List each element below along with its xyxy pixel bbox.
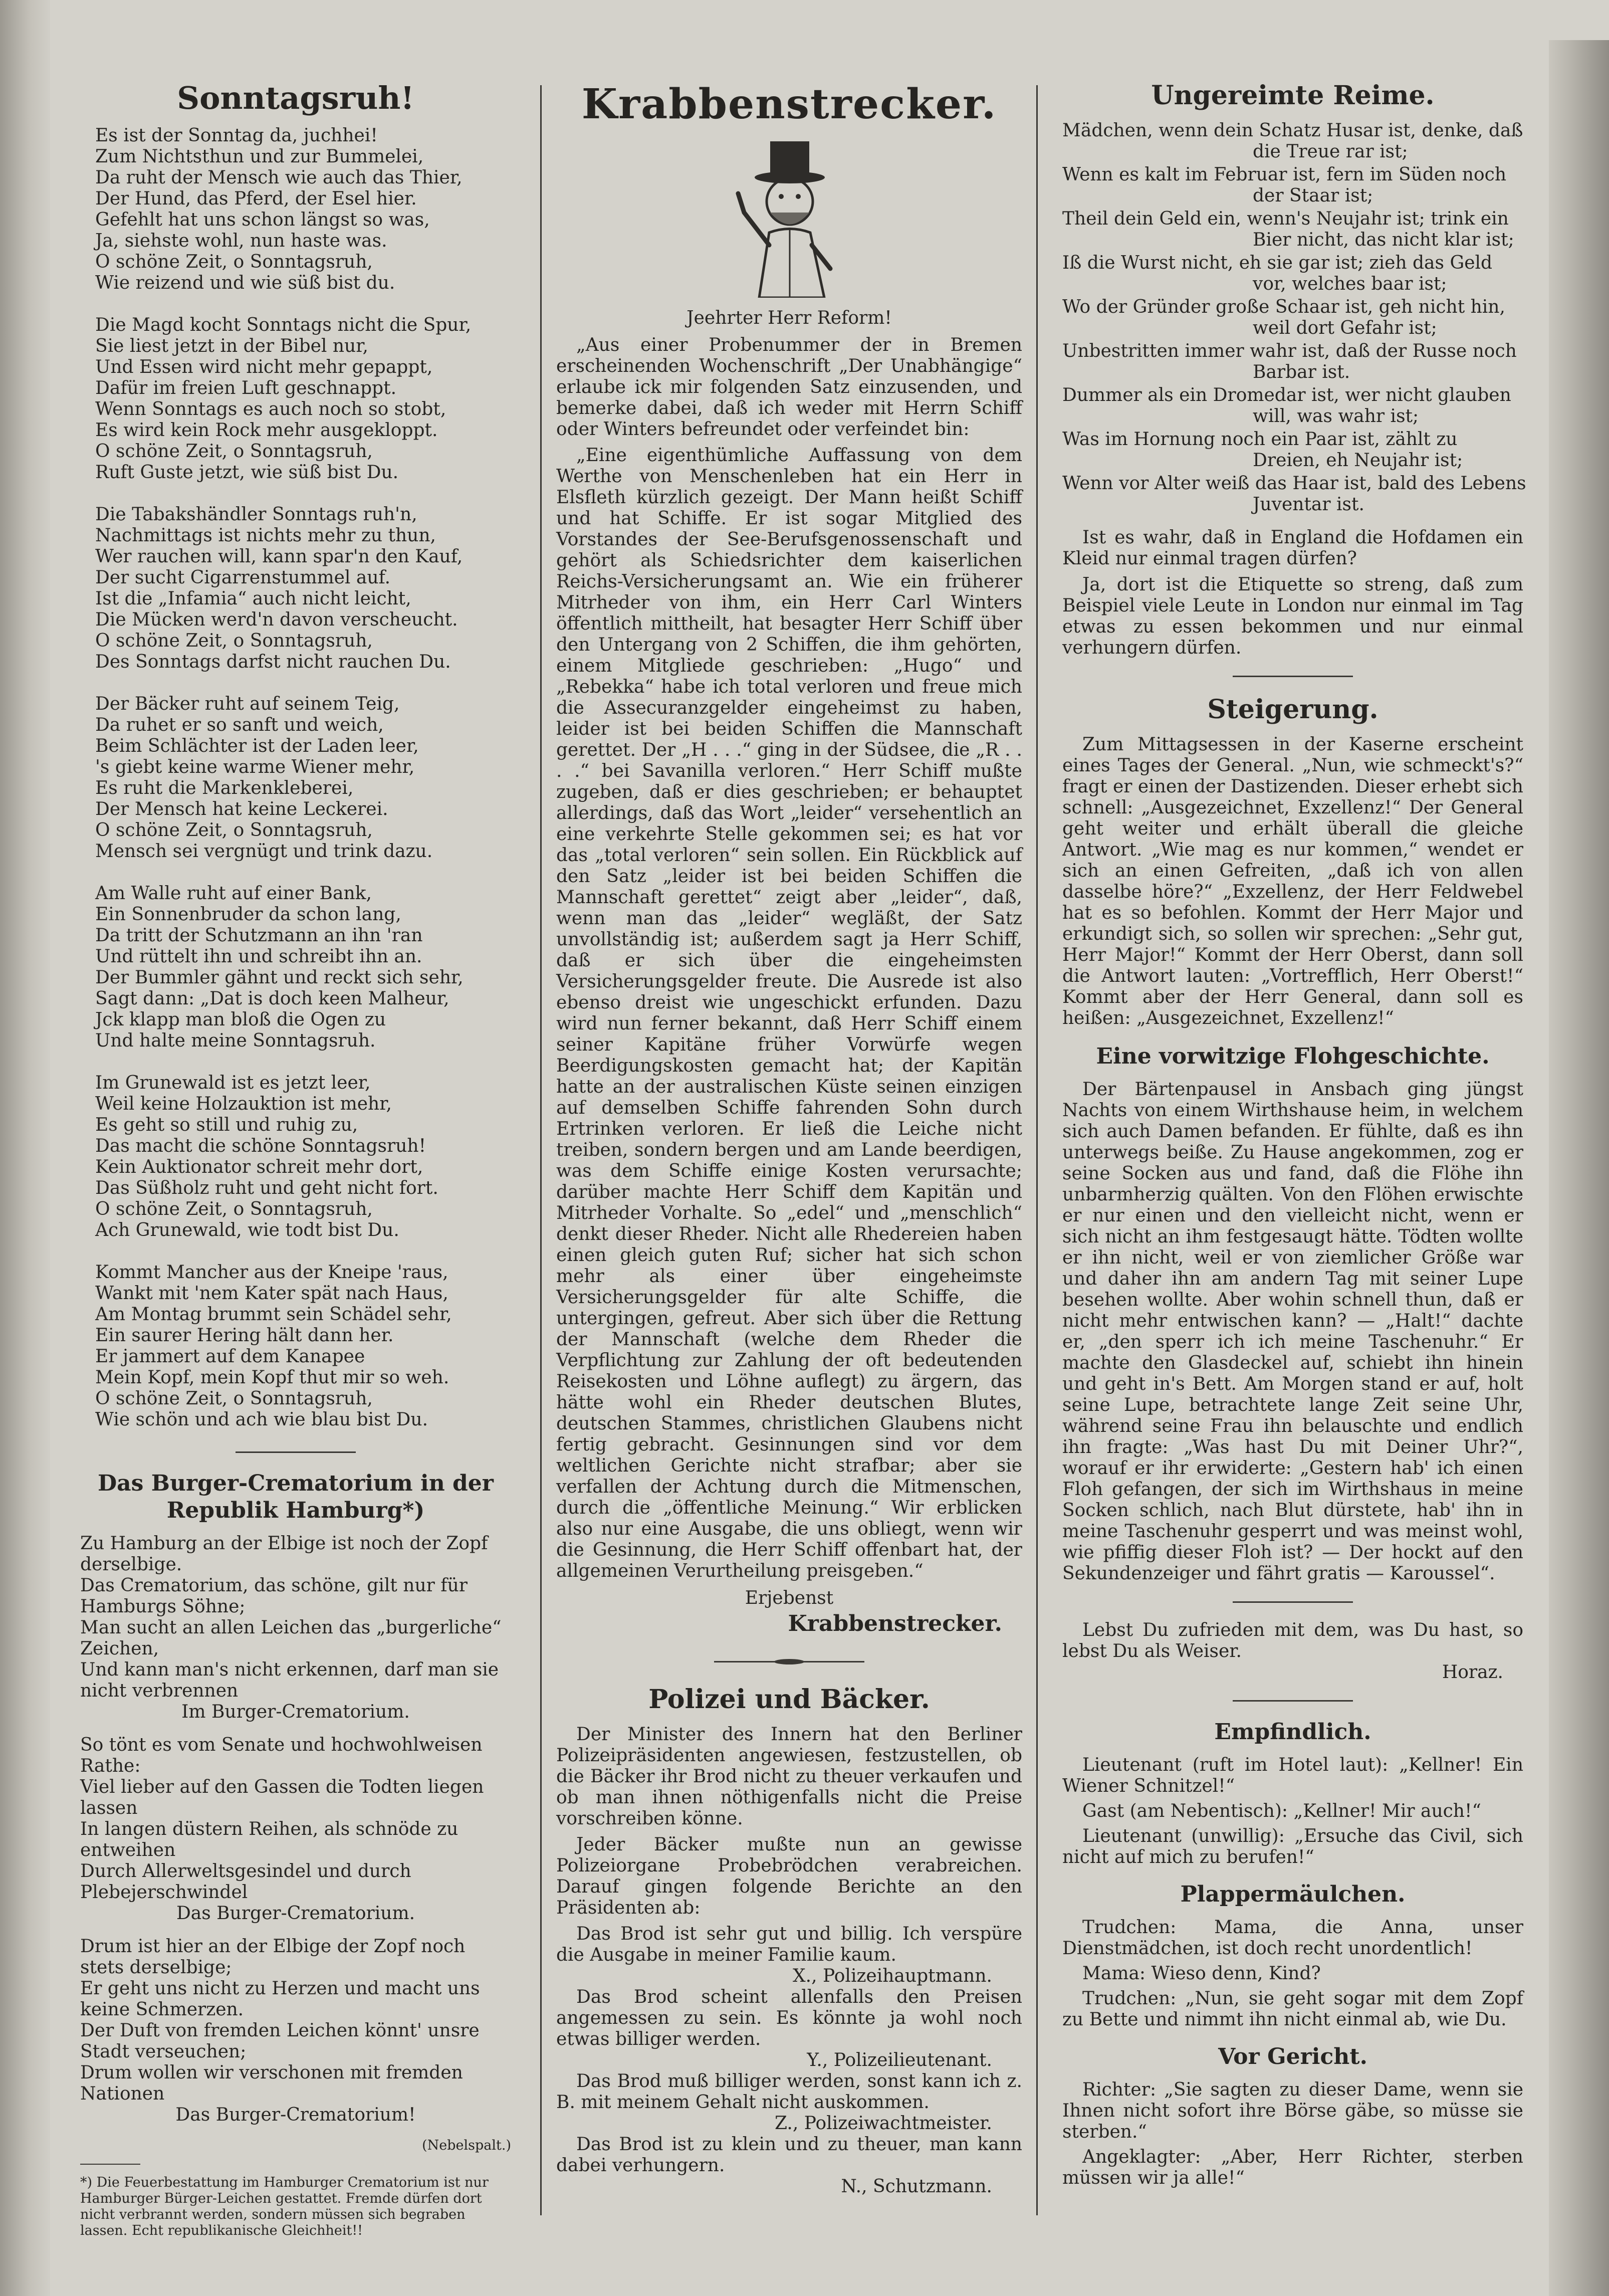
police-report: [556, 1987, 1022, 2071]
report-signature: N., Schutzmann.: [841, 2176, 992, 2197]
rhyme-line-continuation: Juventar ist.: [1253, 494, 1364, 515]
dialogue-line: Trudchen: „Nun, sie geht sogar mit dem Zopf zu Bette und nimmt ihn nicht einmal ab, wie Du.: [1062, 1988, 1523, 2030]
rhyme-line-continuation: der Staar ist;: [1253, 185, 1373, 206]
section-ornament: [714, 1659, 864, 1664]
poem-line: Da ruht der Mensch wie auch das Thier,: [95, 167, 463, 188]
plapper-title: Plappermäulchen.: [1180, 1882, 1406, 1907]
poem-line: Nachmittags ist nichts mehr zu thun,: [95, 525, 436, 546]
rhyme-couplet: [1062, 385, 1523, 427]
krabbenstrecker-closing: Erjebenst: [745, 1588, 834, 1608]
poem-line: Und Essen wird nicht mehr gepappt,: [95, 357, 433, 377]
poem-line: Zu Hamburg an der Elbige ist noch der Zopf derselbige.: [80, 1533, 488, 1575]
poem-line: Durch Allerweltsgesindel und durch Plebejerschwindel: [80, 1861, 411, 1903]
poem-line: Weil keine Holzauktion ist mehr,: [95, 1094, 392, 1114]
poem-line: Sagt dann: „Dat is doch keen Malheur,: [95, 988, 449, 1009]
rhyme-line-continuation: Dreien, eh Neujahr ist;: [1253, 450, 1463, 471]
poem-line: 's giebt keine warme Wiener mehr,: [95, 757, 415, 777]
crematorium-footnote: *) Die Feuerbestattung im Hamburger Crematorium ist nur Hamburger Bürger-Leichen gestattet. Fremde dürfen dort nicht verbrannt werden, sondern müssen sich begraben lassen. Echt republikanische Gleichheit!!: [80, 2175, 489, 2238]
poem-line: Und halte meine Sonntagsruh.: [95, 1030, 376, 1051]
poem-line: So tönt es vom Senate und hochwohlweisen Rathe:: [80, 1735, 483, 1776]
footnote-rule: [80, 2164, 140, 2165]
rhyme-line: Iß die Wurst nicht, eh sie gar ist; zieh das Geld: [1062, 253, 1493, 273]
polizei-reports: [556, 1924, 1022, 2197]
poem-line: Der Hund, das Pferd, der Esel hier.: [95, 188, 417, 209]
rhyme-line: Wenn es kalt im Februar ist, fern im Süden noch: [1062, 164, 1507, 185]
polizei-body: [556, 1724, 1022, 1919]
poem-line: Wenn Sonntags es auch noch so stobt,: [95, 399, 446, 420]
poem-line: Er geht uns nicht zu Herzen und macht uns keine Schmerzen.: [80, 1978, 480, 2020]
poem-stanza: [80, 1735, 511, 1924]
poem-line: Wankt mit 'nem Kater spät nach Haus,: [95, 1283, 448, 1304]
poem-line: Des Sonntags darfst nicht rauchen Du.: [95, 652, 451, 672]
poem-line: Kein Auktionator schreit mehr dort,: [95, 1157, 423, 1177]
poem-line: O schöne Zeit, o Sonntagsruh,: [95, 1388, 373, 1409]
poem-line: Mensch sei vergnügt und trink dazu.: [95, 841, 433, 862]
rhyme-line: Mädchen, wenn dein Schatz Husar ist, denke, daß: [1062, 120, 1523, 141]
crematorium-title: Das Burger-Crematorium in der Republik Hamburg*): [98, 1471, 494, 1523]
poem-line: Da tritt der Schutzmann an ihn 'ran: [95, 925, 423, 946]
poem-line: O schöne Zeit, o Sonntagsruh,: [95, 441, 373, 462]
poem-line: Im Burger-Crematorium.: [181, 1702, 410, 1722]
poem-line: Jck klapp man bloß die Ogen zu: [95, 1009, 386, 1030]
poem-stanza: [95, 125, 511, 294]
poem-line: Die Magd kocht Sonntags nicht die Spur,: [95, 315, 472, 335]
column-rule-right: [1036, 85, 1038, 2215]
polizei-title: Polizei und Bäcker.: [648, 1684, 930, 1715]
report-signature: Z., Polizeiwachtmeister.: [775, 2113, 992, 2134]
poem-line: In langen düstern Reihen, als schnöde zu entweihen: [80, 1819, 458, 1860]
rhyme-line-continuation: die Treue rar ist;: [1253, 141, 1408, 162]
poem-line: Im Grunewald ist es jetzt leer,: [95, 1073, 371, 1093]
sonntagsruh-poem: [80, 125, 511, 1430]
poem-line: Am Montag brummt sein Schädel sehr,: [95, 1304, 452, 1325]
poem-line: Es wird kein Rock mehr ausgekloppt.: [95, 420, 438, 441]
rhyme-line-continuation: will, was wahr ist;: [1253, 406, 1419, 427]
rhyme-couplet: [1062, 297, 1523, 339]
poem-line: O schöne Zeit, o Sonntagsruh,: [95, 631, 373, 651]
poem-line: Drum ist hier an der Elbige der Zopf noch stets derselbige;: [80, 1936, 466, 1978]
flohgeschichte-title: Eine vorwitzige Flohgeschichte.: [1096, 1043, 1490, 1069]
poem-stanza: [95, 1073, 511, 1241]
poem-line: O schöne Zeit, o Sonntagsruh,: [95, 820, 373, 841]
section-divider: [1233, 1601, 1353, 1603]
poem-line: Ach Grunewald, wie todt bist Du.: [95, 1220, 399, 1240]
hofdamen-joke: [1062, 527, 1523, 659]
report-signature: Y., Polizeilieutenant.: [807, 2050, 992, 2070]
poem-line: Sie liest jetzt in der Bibel nur,: [95, 336, 368, 356]
poem-line: Der Duft von fremden Leichen könnt' unsre Stadt verseuchen;: [80, 2020, 480, 2062]
police-report: [556, 2071, 1022, 2134]
rhyme-couplet: [1062, 341, 1523, 383]
poem-line: Da ruhet er so sanft und weich,: [95, 715, 384, 735]
dialogue-line: Gast (am Nebentisch): „Kellner! Mir auch!“: [1082, 1801, 1481, 1821]
poem-line: Am Walle ruht auf einer Bank,: [95, 883, 372, 904]
empfindlich-title: Empfindlich.: [1214, 1719, 1371, 1745]
krabbenstrecker-signature: Krabbenstrecker.: [788, 1611, 1002, 1636]
dialogue-line: Mama: Wieso denn, Kind?: [1082, 1963, 1321, 1984]
poem-line: Die Tabakshändler Sonntags ruh'n,: [95, 504, 417, 525]
rhyme-line: Wo der Gründer große Schaar ist, geh nicht hin,: [1062, 297, 1505, 317]
crematorium-poem: [80, 1533, 511, 2126]
letter-paragraph: „Eine eigenthümliche Auffassung von dem Werthe von Menschenleben hat ein Herr in Elsfleth kürzlich gezeigt. Der Mann heißt Schiff und hat Schiffe. Er ist sogar Mitglied des Vorstandes der See-Berufsgenossenschaft und gehört als Schiedsrichter dem kaiserlichen Reichs-Versicherungsamt an. Wie ein früherer Mitrheder von ihm, ein Herr Carl Winters öffentlich mittheilt, hat besagter Herr Schiff über den Untergang von 2 Schiffen, die ihm gehörten, einem Mitgliede geschrieben: „Hugo“ und „Rebekka“ habe ich total verloren und freue mich die Assecuranzgelder eingeheimst zu haben, leider ist bei beiden Schiffen die Mannschaft gerettet. Der „H . . .“ ging in der Südsee, die „R . . . .“ bei Savanilla verloren.“ Herr Schiff mußte zugeben, daß er dies geschrieben; er behauptet allerdings, daß das Wort „leider“ versehentlich an eine verkehrte Stelle gekommen sei; es hat vor das „total verloren“ sein sollen. Ein Rückblick auf den Satz „leider ist bei beiden Schiffen die Mannschaft gerettet“ zeigt aber „leider“, daß, wenn man das „leider“ wegläßt, der Satz unvollständig ist; außerdem sagt ja Herr Schiff, daß er sich über die eingeheimsten Versicherungsgelder freute. Die Ausrede ist also ebenso dreist wie ungeschickt erfunden. Dazu wird nun ferner bekannt, daß Herr Schiff einem seiner Kapitäne früher Vorwürfe wegen Beerdigungskosten gemacht hat; der Kapitän hatte an der australischen Küste seinen einzigen auf demselben Schiffe fahrenden Sohn durch Ertrinken verloren. Er ließ die Leiche nicht treiben, sondern bergen und am Lande beerdigen, was dem Schiffe einige Kosten verursachte; darüber machte Herr Schiff dem Kapitän und Mitrheder Vorhalte. So „edel“ und „menschlich“ denkt dieser Rheder. Nicht alle Rhedereien haben einen gleich guten Ruf; sicher hat sich schon mehr als einer über eingeheimste Versicherungsgelder für alte Schiffe, die untergingen, gefreut. Aber sich über die Rettung der Mannschaft (welche dem Rheder die Verpflichtung zur Zahlung der oft bedeutenden Reisekosten und Löhne auflegt) zu ärgern, das hätte wohl ein Rheder deutschen Blutes, deutschen Stammes, christlichen Glaubens nicht fertig gebracht. Gesinnungen sind vor dem weltlichen Gerichte nicht strafbar; aber sie verfallen der Achtung durch die Mitmenschen, durch die „öffentliche Meinung.“ Wir erblicken also nur eine Ausgabe, die uns obliegt, wenn wir die Gesinnung, die Herr Schiff offenbart hat, der allgemeinen Verurtheilung preisgeben.“: [556, 445, 1022, 1581]
article-paragraph: Jeder Bäcker mußte nun an gewisse Polizeiorgane Probebrödchen verabreichen. Darauf gingen folgende Berichte an den Präsidenten ab:: [556, 1834, 1022, 1918]
rhyme-line: Theil dein Geld ein, wenn's Neujahr ist; trink ein: [1062, 208, 1509, 229]
rhyme-line: Was im Hornung noch ein Paar ist, zählt zu: [1062, 429, 1458, 450]
poem-line: Das Burger-Crematorium!: [175, 2105, 416, 2125]
police-report: [556, 2134, 1022, 2197]
joke-paragraph: Ja, dort ist die Etiquette so streng, daß zum Beispiel viele Leute in London nur einmal im Tag etwas zu essen bekommen und nur einmal verhungern dürfen.: [1062, 574, 1523, 658]
dialogue-line: Trudchen: Mama, die Anna, unser Dienstmädchen, ist doch recht unordentlich!: [1062, 1917, 1523, 1959]
article-paragraph: Der Minister des Innern hat den Berliner Polizeipräsidenten angewiesen, festzustellen, ob die Bäcker ihr Brod nicht zu theuer verkaufen und ob man ihnen nöthigenfalls nicht die Preise vorschreiben könne.: [556, 1724, 1022, 1829]
poem-line: Man sucht an allen Leichen das „burgerliche“ Zeichen,: [80, 1617, 502, 1659]
poem-line: Das Süßholz ruht und geht nicht fort.: [95, 1178, 438, 1198]
gericht-body: [1062, 2079, 1523, 2189]
poem-line: Das Crematorium, das schöne, gilt nur für Hamburgs Söhne;: [80, 1575, 468, 1617]
report-text: Das Brod muß billiger werden, sonst kann ich z. B. mit meinem Gehalt nicht auskommen.: [556, 2071, 1022, 2113]
column-left: [80, 80, 511, 2239]
poem-line: Kommt Mancher aus der Kneipe 'raus,: [95, 1262, 448, 1283]
poem-line: Beim Schlächter ist der Laden leer,: [95, 736, 419, 756]
poem-line: O schöne Zeit, o Sonntagsruh,: [95, 1199, 373, 1219]
poem-line: Und rüttelt ihn und schreibt ihn an.: [95, 946, 422, 967]
dialogue-line: Lieutenant (unwillig): „Ersuche das Civil, sich nicht auf mich zu berufen!“: [1062, 1826, 1523, 1867]
krabbenstrecker-title: Krabbenstrecker.: [581, 80, 997, 128]
police-report: [556, 1924, 1022, 1987]
flohgeschichte-body: Der Bärtenpausel in Ansbach ging jüngst Nachts von einem Wirthshause heim, in welchem sich auch Damen befanden. Er fühlte, daß es ihn unterwegs beiße. Zu Hause angekommen, zog er seine Socken aus und fand, daß die Flöhe ihn unbarmherzig quälten. Von den Flöhen erwischte er nur einen und den vielleicht nicht, wenn er sich nicht an ihm festgesaugt hätte. Tödten wollte er ihn nicht, weil er von ziemlicher Größe war und daher ihn am andern Tag mit seiner Lupe besehen wollte. Aber wohin schnell thun, daß er nicht mehr entwischen kann? — „Halt!“ dachte er, „den sperr ich ich meine Taschenuhr.“ Er machte den Glasdeckel auf, schiebt ihn hinein und geht in's Bett. Am Morgen stand er auf, holt seine Lupe, betrachtete lange Zeit seine Uhr, während seine Frau ihn belauschte und endlich ihn fragte: „Was hast Du mit Deiner Uhr?“, worauf er ihr erwiderte: „Gestern hab' ich einen Floh gefangen, der sich im Wirthshaus in meine Socken schlich, nach Blut dürstete, hab' ihn in meine Taschenuhr gesperrt und was meinst wohl, wie pfiffig dieser Floh ist? — Der hockt auf den Sekundenzeiger und fährt gratis — Karoussel“.: [1062, 1079, 1523, 1584]
section-divider: [1233, 1700, 1353, 1702]
poem-line: Er jammert auf dem Kanapee: [95, 1346, 365, 1367]
rhyme-couplet: [1062, 120, 1523, 162]
poem-line: O schöne Zeit, o Sonntagsruh,: [95, 252, 373, 272]
joke-paragraph: Ist es wahr, daß in England die Hofdamen ein Kleid nur einmal tragen dürfen?: [1062, 527, 1523, 569]
section-divider: [236, 1451, 356, 1453]
gericht-title: Vor Gericht.: [1218, 2044, 1367, 2069]
dialogue-line: Richter: „Sie sagten zu dieser Dame, wenn sie Ihnen nicht sofort ihre Börse gäbe, so müsse sie sterben.“: [1062, 2079, 1523, 2142]
poem-line: Es ist der Sonntag da, juchhei!: [95, 125, 378, 146]
poem-line: Viel lieber auf den Gassen die Todten liegen lassen: [80, 1777, 484, 1818]
rhyme-line-continuation: Bier nicht, das nicht klar ist;: [1253, 230, 1514, 250]
rhyme-line-continuation: Barbar ist.: [1253, 362, 1350, 382]
dialogue-line: Angeklagter: „Aber, Herr Richter, sterben müssen wir ja alle!“: [1062, 2147, 1523, 2188]
poem-line: Gefehlt hat uns schon längst so was,: [95, 210, 430, 230]
poem-stanza: [95, 883, 511, 1052]
krabbenstrecker-salutation: Jeehrter Herr Reform!: [686, 308, 892, 328]
poem-stanza: [95, 504, 511, 673]
empfindlich-body: [1062, 1755, 1523, 1868]
krabbenstrecker-body: [556, 335, 1022, 1582]
poem-stanza: [80, 1936, 511, 2126]
poem-line: Der Mensch hat keine Leckerei.: [95, 799, 388, 819]
poem-line: Ist die „Infamia“ auch nicht leicht,: [95, 588, 411, 609]
rhyme-line: Dummer als ein Dromedar ist, wer nicht glauben: [1062, 385, 1511, 405]
poem-line: Drum wollen wir verschonen mit fremden Nationen: [80, 2062, 463, 2104]
column-middle: [556, 80, 1022, 2197]
rhyme-line-continuation: weil dort Gefahr ist;: [1253, 318, 1437, 338]
letter-paragraph: „Aus einer Probenummer der in Bremen erscheinenden Wochenschrift „Der Unabhängige“ erlaube ick mir folgenden Satz einzusenden, und bemerke dabei, daß ich weder mit Herrn Schiff oder Winters befreundet oder verfeindet bin:: [556, 335, 1022, 440]
report-text: Das Brod ist zu klein und zu theuer, man kann dabei verhungern.: [556, 2134, 1022, 2176]
rhyme-couplet: [1062, 429, 1523, 471]
poem-line: Wie schön und ach wie blau bist Du.: [95, 1409, 428, 1430]
poem-line: Das macht die schöne Sonntagsruh!: [95, 1136, 426, 1156]
report-text: Das Brod scheint allenfalls den Preisen angemessen zu sein. Es könnte ja wohl noch etwas billiger werden.: [556, 1987, 1022, 2049]
poem-line: Mein Kopf, mein Kopf thut mir so weh.: [95, 1367, 449, 1388]
crematorium-source: (Nebelspalt.): [422, 2138, 511, 2153]
rhyme-couplet: [1062, 473, 1526, 515]
column-right: [1062, 80, 1526, 2193]
poem-line: Der Bäcker ruht auf seinem Teig,: [95, 694, 400, 714]
report-text: Das Brod ist sehr gut und billig. Ich verspüre die Ausgabe in meiner Familie kaum.: [556, 1924, 1022, 1965]
poem-line: Wie reizend und wie süß bist du.: [95, 273, 395, 293]
rhyme-line: Wenn vor Alter weiß das Haar ist, bald des Lebens: [1062, 473, 1526, 494]
poem-line: Der Bummler gähnt und reckt sich sehr,: [95, 967, 464, 988]
column-rule-left: [540, 85, 542, 2215]
poem-line: Zum Nichtsthun und zur Bummelei,: [95, 146, 424, 167]
horaz-author: Horaz.: [1442, 1662, 1503, 1683]
poem-line: Die Mücken werd'n davon verscheucht.: [95, 609, 458, 630]
rhyme-couplet: [1062, 164, 1523, 206]
rhyme-couplet: [1062, 208, 1523, 251]
poem-line: Ein saurer Hering hält dann her.: [95, 1325, 394, 1346]
steigerung-body: Zum Mittagsessen in der Kaserne erscheint eines Tages der General. „Nun, wie schmeckt's?“ fragt er einen der Dastizenden. Dieser erhebt sich schnell: „Ausgezeichnet, Exzellenz!“ Der General geht weiter und erhält überall die gleiche Antwort. „Wie mag es nur kommen,“ wendet er sich an einen Gefreiten, „daß ich von allen dasselbe höre?“ „Exzellenz, der Herr Feldwebel hat es so befohlen. Kommt der Herr Major und erkundigt sich, so sollen wir sprechen: „Sehr gut, Herr Major!“ Kommt der Herr Oberst, dann soll die Antwort lauten: „Vortrefflich, Herr Oberst!“ Kommt aber der Herr General, dann soll es heißen: „Ausgezeichnet, Exzellenz!“: [1062, 734, 1523, 1028]
poem-line: Ja, siehste wohl, nun haste was.: [95, 231, 387, 251]
steigerung-title: Steigerung.: [1207, 694, 1378, 725]
poem-line: Ruft Guste jetzt, wie süß bist Du.: [95, 462, 399, 483]
poem-stanza: [80, 1533, 511, 1723]
gentleman-illustration: [714, 137, 864, 298]
newspaper-page: [50, 0, 1548, 2296]
poem-line: Dafür im freien Luft geschnappt.: [95, 378, 397, 398]
report-signature: X., Polizeihauptmann.: [793, 1966, 992, 1986]
poem-line: Es geht so still und ruhig zu,: [95, 1115, 358, 1135]
sonntagsruh-title: Sonntagsruh!: [177, 80, 414, 116]
poem-stanza: [95, 694, 511, 862]
section-divider: [1233, 676, 1353, 677]
page-edge: [1549, 40, 1609, 2296]
poem-line: Ein Sonnenbruder da schon lang,: [95, 904, 401, 925]
poem-line: Wer rauchen will, kann spar'n den Kauf,: [95, 546, 463, 567]
page-binding: [0, 0, 50, 2296]
horaz-quote: Lebst Du zufrieden mit dem, was Du hast, so lebst Du als Weiser.: [1062, 1620, 1523, 1661]
poem-stanza: [95, 1262, 511, 1430]
rhyme-couplet: [1062, 253, 1523, 295]
poem-line: Der sucht Cigarrenstummel auf.: [95, 567, 391, 588]
dialogue-line: Lieutenant (ruft im Hotel laut): „Kellner! Ein Wiener Schnitzel!“: [1062, 1755, 1523, 1796]
poem-stanza: [95, 315, 511, 483]
plapper-body: [1062, 1917, 1523, 2030]
reime-poem: [1062, 120, 1526, 515]
poem-line: Es ruht die Markenkleberei,: [95, 778, 354, 798]
rhyme-line-continuation: vor, welches baar ist;: [1253, 274, 1447, 294]
rhyme-line: Unbestritten immer wahr ist, daß der Russe noch: [1062, 341, 1517, 361]
poem-line: Das Burger-Crematorium.: [176, 1903, 415, 1924]
poem-line: Und kann man's nicht erkennen, darf man sie nicht verbrennen: [80, 1659, 499, 1701]
reime-title: Ungereimte Reime.: [1151, 80, 1435, 111]
